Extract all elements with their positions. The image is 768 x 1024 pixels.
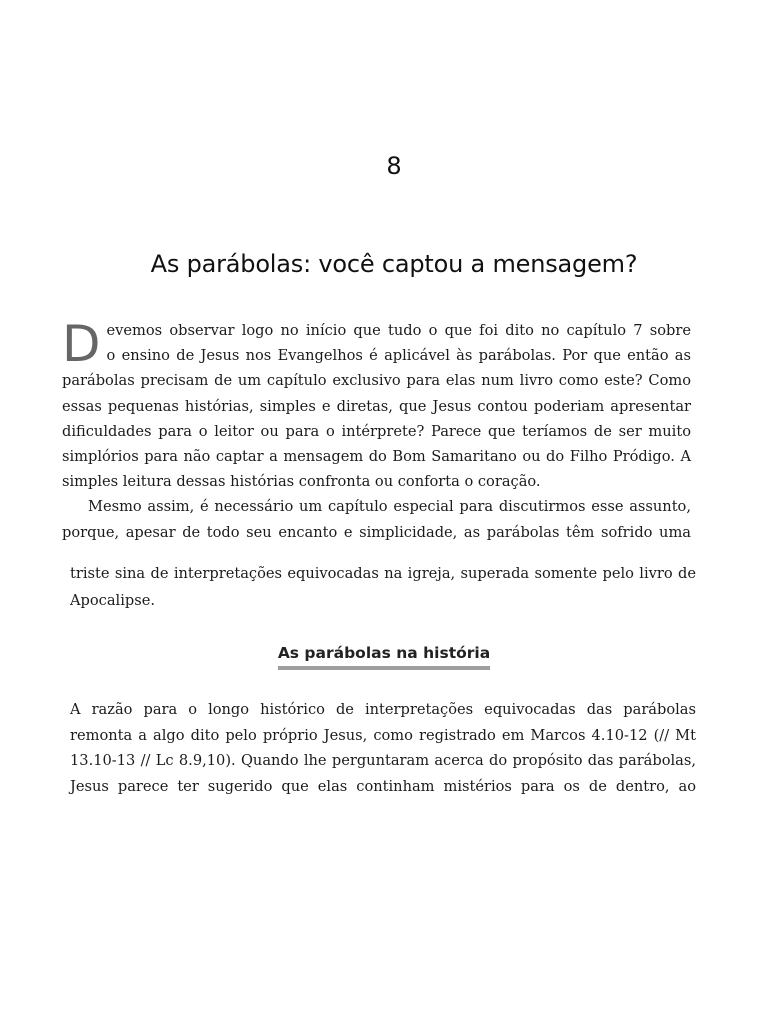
text-line: 13.10-13 // Lc 8.9,10). Quando lhe perguntaram acerca do propósito das parábolas, xyxy=(70,752,696,769)
text-line: A razão para o longo histórico de interpretações equivocadas das parábolas xyxy=(70,701,696,718)
intro-text-block xyxy=(62,315,691,545)
text-line: o ensino de Jesus nos Evangelhos é aplicável às parábolas. Por que então as xyxy=(106,347,691,365)
section-heading xyxy=(0,644,768,670)
text-line: simples leitura dessas histórias confronta ou conforta o coração. xyxy=(62,473,541,491)
drop-cap: D xyxy=(62,315,101,373)
continuation-paragraph xyxy=(70,560,696,614)
text-line: dificuldades para o leitor ou para o intérprete? Parece que teríamos de ser muito xyxy=(62,422,691,440)
text-line: parábolas precisam de um capítulo exclusivo para elas num livro como este? Como xyxy=(62,372,691,390)
intro-paragraph-2 xyxy=(62,494,691,544)
text-line: Mesmo assim, é necessário um capítulo especial para discutirmos esse assunto, xyxy=(88,498,691,516)
section-text-block xyxy=(70,697,696,799)
section-paragraph xyxy=(70,697,696,799)
text-line: essas pequenas histórias, simples e diretas, que Jesus contou poderiam apresentar xyxy=(62,397,691,415)
text-line: porque, apesar de todo seu encanto e simplicidade, as parábolas têm sofrido uma xyxy=(62,523,691,541)
text-line: remonta a algo dito pelo próprio Jesus, como registrado em Marcos 4.10-12 (// Mt xyxy=(70,726,696,744)
chapter-title: As parábolas: você captou a mensagem? xyxy=(150,250,638,278)
continuation-text-block xyxy=(70,560,696,614)
chapter-number: 8 xyxy=(386,152,402,180)
text-line: evemos observar logo no início que tudo o que foi dito no capítulo 7 sobre xyxy=(106,322,691,339)
text-line: triste sina de interpretações equivocadas na igreja, superada somente pelo livro de xyxy=(70,565,696,582)
intro-paragraph-1 xyxy=(62,315,691,494)
text-line: Jesus parece ter sugerido que elas continham mistérios para os de dentro, ao xyxy=(70,777,696,795)
text-line: simplórios para não captar a mensagem do Bom Samaritano ou do Filho Pródigo. A xyxy=(62,448,691,466)
text-line: Apocalipse. xyxy=(70,592,155,609)
section-heading-text: As parábolas na história xyxy=(278,644,490,670)
